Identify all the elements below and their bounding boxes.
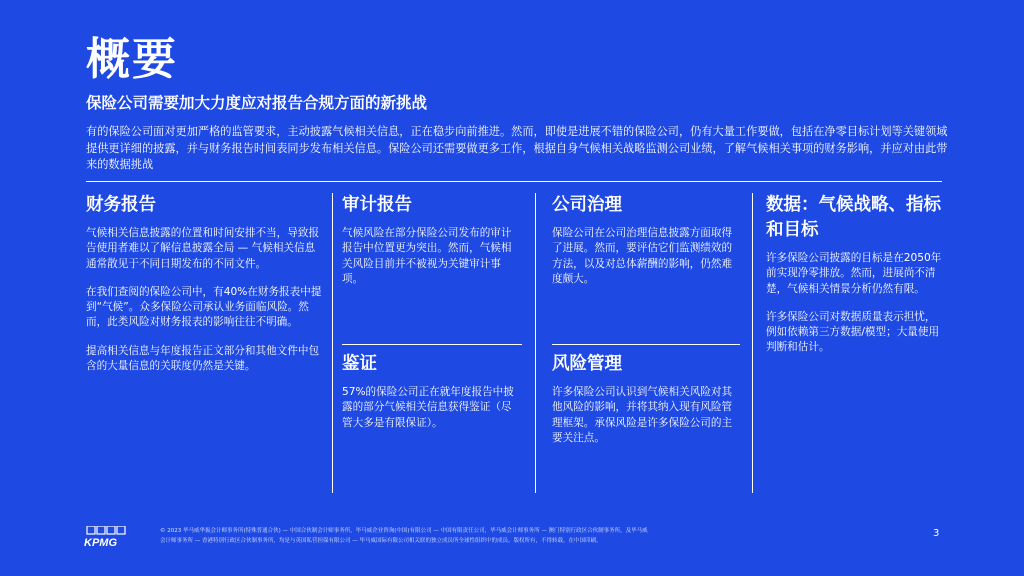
section-heading: 数据：气候战略、指标和目标 — [766, 195, 941, 240]
section-divider — [342, 344, 522, 345]
section-audit-report — [342, 193, 522, 287]
section-paragraph: 保险公司在公司治理信息披露方面取得了进展。然而，要评估它们监测绩效的方法，以及对总体薪酬的影响，仍然难度颇大。 — [552, 227, 733, 285]
section-heading: 公司治理 — [552, 195, 622, 215]
section-divider — [552, 344, 740, 345]
section-paragraph: 许多保险公司披露的目标是在2050年前实现净零排放。然而，进展尚不清楚，气候相关情景分析仍然有限。 — [766, 252, 942, 295]
kpmg-logo — [84, 526, 130, 552]
legal-line: © 2023 毕马威华振会计师事务所(特殊普通合伙) — 中国合伙制会计师事务所，毕马威企业咨询(中国)有限公司 — 中国有限责任公司，毕马威会计师事务所 — 澳门特别行政区合伙制事务所，及毕马威 — [160, 528, 648, 534]
section-data-climate-strategy — [766, 193, 944, 356]
section-paragraph: 许多保险公司认识到气候相关风险对其他风险的影响，并将其纳入现有风险管理框架。承保风险是许多保险公司的主要关注点。 — [552, 386, 733, 444]
section-financial-reporting — [86, 193, 324, 374]
column-divider — [752, 193, 753, 493]
page-number: 3 — [933, 528, 940, 539]
section-paragraph: 许多保险公司对数据质量表示担忧，例如依赖第三方数据/模型；大量使用判断和估计。 — [766, 310, 940, 354]
section-assurance — [342, 352, 522, 431]
section-heading: 风险管理 — [552, 354, 622, 374]
section-risk-management — [552, 352, 740, 446]
column-divider — [535, 193, 536, 493]
logo-text: KPMG — [84, 537, 117, 548]
page-subtitle: 保险公司需要加大力度应对报告合规方面的新挑战 — [86, 94, 428, 112]
page-title: 概要 — [86, 34, 178, 85]
kpmg-logo-icon — [84, 526, 130, 548]
section-paragraph: 57%的保险公司正在就年度报告中披露的部分气候相关信息获得鉴证（尽管大多是有限保证）。 — [342, 386, 514, 429]
section-heading: 审计报告 — [342, 195, 412, 215]
section-paragraph: 提高相关信息与年度报告正文部分和其他文件中包含的大量信息的关联度仍然是关键。 — [86, 344, 320, 373]
intro-paragraph: 有的保险公司面对更加严格的监管要求，主动披露气候相关信息，正在稳步向前推进。然而，即使是进展不错的保险公司，仍有大量工作要做，包括在净零目标计划等关键领域提供更详细的披露，并与财务报告时间表同步发布相关信息。保险公司还需要做更多工作，根据自身气候相关战略监测公司业绩，了解气候相关事项的财务影响，并应对由此带来的数据挑战 — [86, 125, 948, 171]
section-paragraph: 气候风险在部分保险公司发布的审计报告中位置更为突出。然而，气候相关风险目前并不被视为关键审计事项。 — [342, 227, 512, 285]
column-divider — [332, 193, 333, 493]
section-heading: 财务报告 — [86, 195, 156, 215]
section-paragraph: 气候相关信息披露的位置和时间安排不当，导致报告使用者难以了解信息披露全局 — 气候相关信息通常散见于不同日期发布的不同文件。 — [86, 227, 320, 270]
header-divider — [86, 181, 942, 182]
section-heading: 鉴证 — [342, 354, 377, 374]
legal-line: 会计师事务所 — 香港特别行政区合伙制事务所，均是与英国私营担保有限公司 — 毕马威国际有限公司相关联的独立成员所全球性组织中的成员。版权所有，不得转载。在中国印刷。 — [160, 538, 602, 544]
section-paragraph: 在我们查阅的保险公司中，有40%在财务报表中提到“气候”。众多保险公司承认业务面临风险。然而，此类风险对财务报表的影响往往不明确。 — [86, 285, 322, 329]
legal-notice — [160, 526, 760, 546]
section-corporate-governance — [552, 193, 740, 287]
